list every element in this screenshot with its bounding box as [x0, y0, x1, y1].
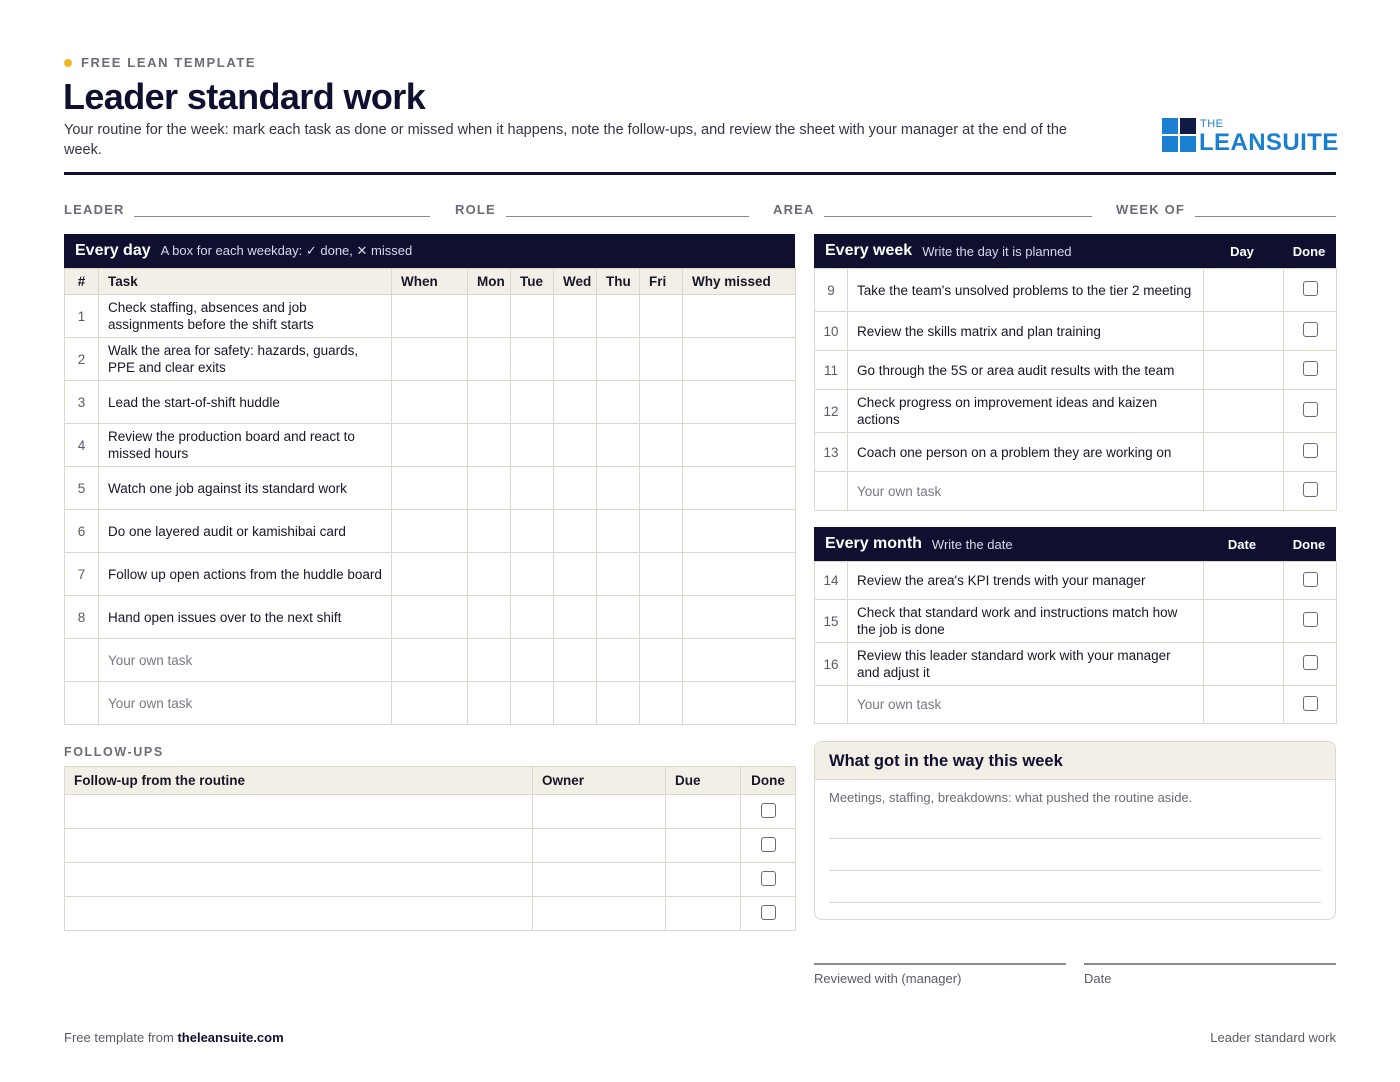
- leansuite-logo: [1162, 118, 1338, 156]
- wed-cell[interactable]: [554, 553, 597, 596]
- monthly-table: [814, 561, 1337, 724]
- tue-cell[interactable]: [511, 338, 554, 381]
- task-number: 16: [815, 643, 848, 686]
- followup-row: [65, 897, 796, 931]
- done-cell: [1284, 472, 1337, 511]
- task-text: Review this leader standard work with your manager and adjust it: [848, 643, 1204, 686]
- date-cell[interactable]: [1204, 643, 1284, 686]
- area-field[interactable]: [824, 216, 1092, 217]
- wed-cell[interactable]: [554, 467, 597, 510]
- day-cell[interactable]: [1204, 269, 1284, 312]
- done-checkbox[interactable]: [761, 871, 776, 886]
- thu-cell[interactable]: [597, 510, 640, 553]
- task-number: [65, 682, 99, 725]
- thu-cell[interactable]: [597, 596, 640, 639]
- fri-cell[interactable]: [640, 510, 683, 553]
- tue-cell[interactable]: [511, 682, 554, 725]
- followup-row: [65, 863, 796, 897]
- tue-cell[interactable]: [511, 596, 554, 639]
- thu-cell[interactable]: [597, 553, 640, 596]
- when-cell[interactable]: [392, 639, 468, 682]
- thu-cell[interactable]: [597, 639, 640, 682]
- done-cell: [1284, 312, 1337, 351]
- done-checkbox[interactable]: [1303, 655, 1318, 670]
- followups-section: [64, 766, 795, 931]
- col-num: #: [65, 269, 99, 295]
- task-number: 8: [65, 596, 99, 639]
- done-checkbox[interactable]: [1303, 572, 1318, 587]
- thu-cell[interactable]: [597, 381, 640, 424]
- task-text: Review the production board and react to missed hours: [99, 424, 392, 467]
- weekly-subheading: Write the day it is planned: [922, 243, 1072, 259]
- monthly-heading: Every month: [825, 535, 922, 552]
- writing-line[interactable]: [829, 902, 1321, 903]
- wed-cell[interactable]: [554, 424, 597, 467]
- done-cell: [1284, 643, 1337, 686]
- owner-cell[interactable]: [533, 897, 666, 931]
- done-cell: [741, 795, 796, 829]
- tue-cell[interactable]: [511, 639, 554, 682]
- mon-cell[interactable]: [468, 682, 511, 725]
- task-text: Do one layered audit or kamishibai card: [99, 510, 392, 553]
- daily-header-bar: [64, 234, 795, 268]
- done-cell: [1284, 600, 1337, 643]
- mon-cell[interactable]: [468, 338, 511, 381]
- weekly-row: [815, 351, 1337, 390]
- col-tue: Tue: [511, 269, 554, 295]
- daily-row: [65, 596, 796, 639]
- tue-cell[interactable]: [511, 424, 554, 467]
- obstacles-box: [814, 741, 1336, 920]
- eyebrow: [64, 55, 256, 70]
- followup-cell[interactable]: [65, 863, 533, 897]
- col-thu: Thu: [597, 269, 640, 295]
- task-number: 12: [815, 390, 848, 433]
- role-field[interactable]: [506, 216, 749, 217]
- task-text: Coach one person on a problem they are working on: [848, 433, 1204, 472]
- wed-cell[interactable]: [554, 381, 597, 424]
- daily-row: [65, 295, 796, 338]
- task-text: Your own task: [848, 472, 1204, 511]
- daily-table: [64, 268, 796, 725]
- done-checkbox[interactable]: [1303, 482, 1318, 497]
- tue-cell[interactable]: [511, 510, 554, 553]
- why-missed-cell[interactable]: [683, 381, 796, 424]
- mon-cell[interactable]: [468, 381, 511, 424]
- tue-cell[interactable]: [511, 467, 554, 510]
- week-of-field[interactable]: [1195, 216, 1336, 217]
- task-text: Your own task: [99, 682, 392, 725]
- logo-square-icon: [1180, 136, 1196, 152]
- why-missed-cell[interactable]: [683, 682, 796, 725]
- day-cell[interactable]: [1204, 390, 1284, 433]
- header-rule: [64, 172, 1336, 175]
- signoff-date-label: Date: [1084, 971, 1112, 986]
- why-missed-cell[interactable]: [683, 639, 796, 682]
- task-text: Review the area's KPI trends with your manager: [848, 562, 1204, 600]
- when-cell[interactable]: [392, 553, 468, 596]
- why-missed-cell[interactable]: [683, 424, 796, 467]
- done-checkbox[interactable]: [761, 905, 776, 920]
- followup-cell[interactable]: [65, 829, 533, 863]
- when-cell[interactable]: [392, 510, 468, 553]
- logo-the: THE: [1200, 118, 1224, 130]
- date-cell[interactable]: [1204, 600, 1284, 643]
- done-checkbox[interactable]: [1303, 322, 1318, 337]
- col-owner: Owner: [533, 767, 666, 795]
- weekly-section: [814, 234, 1336, 511]
- fri-cell[interactable]: [640, 467, 683, 510]
- done-cell: [1284, 269, 1337, 312]
- task-text: Check progress on improvement ideas and kaizen actions: [848, 390, 1204, 433]
- col-task: Task: [99, 269, 392, 295]
- writing-line[interactable]: [829, 870, 1321, 871]
- why-missed-cell[interactable]: [683, 553, 796, 596]
- daily-subheading: A box for each weekday: ✓ done, ✕ missed: [160, 243, 413, 258]
- monthly-section: [814, 527, 1336, 724]
- done-cell: [1284, 390, 1337, 433]
- col-due: Due: [666, 767, 741, 795]
- weekly-table: [814, 268, 1337, 511]
- intro-text: Your routine for the week: mark each task as done or missed when it happens, note the follow-ups, and review the sheet with your manager at the end of the week.: [64, 122, 1067, 158]
- wed-cell[interactable]: [554, 295, 597, 338]
- task-text: Follow up open actions from the huddle board: [99, 553, 392, 596]
- area-label: AREA: [773, 202, 815, 217]
- monthly-subheading: Write the date: [931, 536, 1013, 552]
- day-cell[interactable]: [1204, 351, 1284, 390]
- col-why-missed: Why missed: [683, 269, 796, 295]
- mon-cell[interactable]: [468, 510, 511, 553]
- due-cell[interactable]: [666, 863, 741, 897]
- thu-cell[interactable]: [597, 467, 640, 510]
- task-number: 2: [65, 338, 99, 381]
- obstacles-hint: Meetings, staffing, breakdowns: what pushed the routine aside.: [829, 790, 1193, 805]
- task-number: 6: [65, 510, 99, 553]
- mon-cell[interactable]: [468, 467, 511, 510]
- weekly-row: [815, 433, 1337, 472]
- wed-cell[interactable]: [554, 510, 597, 553]
- leader-label: LEADER: [64, 202, 125, 217]
- done-checkbox[interactable]: [1303, 443, 1318, 458]
- task-number: [815, 686, 848, 724]
- daily-row: [65, 338, 796, 381]
- page-title: Leader standard work: [63, 76, 426, 117]
- task-number: 13: [815, 433, 848, 472]
- why-missed-cell[interactable]: [683, 510, 796, 553]
- task-number: 9: [815, 269, 848, 312]
- daily-row: [65, 510, 796, 553]
- monthly-col-date: Date: [1227, 536, 1257, 552]
- footer-doc-name: Leader standard work: [1210, 1030, 1336, 1045]
- tue-cell[interactable]: [511, 553, 554, 596]
- weekly-row: [815, 312, 1337, 351]
- tue-cell[interactable]: [511, 295, 554, 338]
- weekly-header-bar: [814, 234, 1336, 268]
- done-cell: [741, 897, 796, 931]
- why-missed-cell[interactable]: [683, 338, 796, 381]
- tue-cell[interactable]: [511, 381, 554, 424]
- thu-cell[interactable]: [597, 424, 640, 467]
- daily-heading: Every day: [75, 242, 151, 259]
- due-cell[interactable]: [666, 829, 741, 863]
- col-fri: Fri: [640, 269, 683, 295]
- weekly-col-done: Done: [1292, 243, 1326, 259]
- done-checkbox[interactable]: [1303, 612, 1318, 627]
- owner-cell[interactable]: [533, 829, 666, 863]
- daily-header-row: [65, 269, 796, 295]
- daily-section: [64, 234, 795, 725]
- mon-cell[interactable]: [468, 596, 511, 639]
- accent-dot-icon: [64, 59, 72, 67]
- task-text: Watch one job against its standard work: [99, 467, 392, 510]
- col-mon: Mon: [468, 269, 511, 295]
- when-cell[interactable]: [392, 467, 468, 510]
- task-text: Review the skills matrix and plan training: [848, 312, 1204, 351]
- header-fields: [64, 200, 1336, 220]
- done-checkbox[interactable]: [761, 803, 776, 818]
- owner-cell[interactable]: [533, 795, 666, 829]
- followups-table: [64, 766, 796, 931]
- fri-cell[interactable]: [640, 338, 683, 381]
- monthly-row: [815, 643, 1337, 686]
- daily-row: [65, 639, 796, 682]
- followup-row: [65, 795, 796, 829]
- task-number: 4: [65, 424, 99, 467]
- fri-cell[interactable]: [640, 639, 683, 682]
- daily-row: [65, 381, 796, 424]
- followup-row: [65, 829, 796, 863]
- wed-cell[interactable]: [554, 639, 597, 682]
- thu-cell[interactable]: [597, 682, 640, 725]
- done-checkbox[interactable]: [1303, 361, 1318, 376]
- task-number: 1: [65, 295, 99, 338]
- done-cell: [1284, 433, 1337, 472]
- monthly-row: [815, 686, 1337, 724]
- eyebrow-label: FREE LEAN TEMPLATE: [81, 55, 257, 70]
- task-number: 15: [815, 600, 848, 643]
- logo-square-icon: [1180, 118, 1196, 134]
- fri-cell[interactable]: [640, 682, 683, 725]
- task-number: 5: [65, 467, 99, 510]
- done-cell: [741, 829, 796, 863]
- thu-cell[interactable]: [597, 295, 640, 338]
- weekly-col-day: Day: [1230, 243, 1254, 259]
- col-followup: Follow-up from the routine: [65, 767, 533, 795]
- when-cell[interactable]: [392, 682, 468, 725]
- task-number: [65, 639, 99, 682]
- when-cell[interactable]: [392, 338, 468, 381]
- task-text: Check that standard work and instructions match how the job is done: [848, 600, 1204, 643]
- due-cell[interactable]: [666, 897, 741, 931]
- when-cell[interactable]: [392, 381, 468, 424]
- signoff-date-field[interactable]: [1084, 963, 1336, 965]
- monthly-header-bar: [814, 527, 1336, 561]
- fri-cell[interactable]: [640, 381, 683, 424]
- why-missed-cell[interactable]: [683, 596, 796, 639]
- writing-line[interactable]: [829, 838, 1321, 839]
- wed-cell[interactable]: [554, 596, 597, 639]
- followup-cell[interactable]: [65, 897, 533, 931]
- task-number: 3: [65, 381, 99, 424]
- weekly-row: [815, 472, 1337, 511]
- date-cell[interactable]: [1204, 562, 1284, 600]
- col-when: When: [392, 269, 468, 295]
- day-cell[interactable]: [1204, 472, 1284, 511]
- wed-cell[interactable]: [554, 682, 597, 725]
- task-number: 10: [815, 312, 848, 351]
- fri-cell[interactable]: [640, 553, 683, 596]
- task-number: [815, 472, 848, 511]
- due-cell[interactable]: [666, 795, 741, 829]
- done-checkbox[interactable]: [1303, 402, 1318, 417]
- logo-square-icon: [1162, 118, 1178, 134]
- footer-source: [64, 1030, 284, 1045]
- fri-cell[interactable]: [640, 295, 683, 338]
- followup-cell[interactable]: [65, 795, 533, 829]
- task-text: Walk the area for safety: hazards, guards, PPE and clear exits: [99, 338, 392, 381]
- followups-label: FOLLOW-UPS: [64, 745, 164, 759]
- mon-cell[interactable]: [468, 639, 511, 682]
- when-cell[interactable]: [392, 596, 468, 639]
- done-cell: [741, 863, 796, 897]
- monthly-row: [815, 600, 1337, 643]
- weekly-heading: Every week: [825, 242, 913, 259]
- date-cell[interactable]: [1204, 686, 1284, 724]
- footer-prefix: Free template from: [64, 1030, 174, 1045]
- done-checkbox[interactable]: [1303, 696, 1318, 711]
- mon-cell[interactable]: [468, 295, 511, 338]
- weekly-row: [815, 269, 1337, 312]
- done-checkbox[interactable]: [761, 837, 776, 852]
- mon-cell[interactable]: [468, 424, 511, 467]
- task-text: Hand open issues over to the next shift: [99, 596, 392, 639]
- task-number: 14: [815, 562, 848, 600]
- done-cell: [1284, 351, 1337, 390]
- reviewed-signature-field[interactable]: [814, 963, 1066, 965]
- why-missed-cell[interactable]: [683, 295, 796, 338]
- daily-row: [65, 467, 796, 510]
- thu-cell[interactable]: [597, 338, 640, 381]
- leader-field[interactable]: [134, 216, 430, 217]
- obstacles-heading: What got in the way this week: [815, 742, 1335, 780]
- monthly-row: [815, 562, 1337, 600]
- role-label: ROLE: [455, 202, 496, 217]
- task-text: Check staffing, absences and job assignments before the shift starts: [99, 295, 392, 338]
- done-cell: [1284, 686, 1337, 724]
- daily-row: [65, 424, 796, 467]
- col-fu-done: Done: [741, 767, 796, 795]
- fri-cell[interactable]: [640, 424, 683, 467]
- mon-cell[interactable]: [468, 553, 511, 596]
- daily-row: [65, 553, 796, 596]
- logo-name: LEANSUITE: [1199, 129, 1339, 156]
- task-text: Take the team's unsolved problems to the tier 2 meeting: [848, 269, 1204, 312]
- followups-header-row: [65, 767, 796, 795]
- weekly-row: [815, 390, 1337, 433]
- task-text: Go through the 5S or area audit results with the team: [848, 351, 1204, 390]
- task-number: 7: [65, 553, 99, 596]
- fri-cell[interactable]: [640, 596, 683, 639]
- monthly-col-done: Done: [1292, 536, 1326, 552]
- col-wed: Wed: [554, 269, 597, 295]
- reviewed-label: Reviewed with (manager): [814, 971, 962, 986]
- footer-site-link[interactable]: theleansuite.com: [177, 1030, 284, 1045]
- task-text: Your own task: [848, 686, 1204, 724]
- logo-square-icon: [1162, 136, 1178, 152]
- task-text: Your own task: [99, 639, 392, 682]
- done-checkbox[interactable]: [1303, 281, 1318, 296]
- task-number: 11: [815, 351, 848, 390]
- owner-cell[interactable]: [533, 863, 666, 897]
- when-cell[interactable]: [392, 295, 468, 338]
- done-cell: [1284, 562, 1337, 600]
- day-cell[interactable]: [1204, 312, 1284, 351]
- why-missed-cell[interactable]: [683, 467, 796, 510]
- week-of-label: WEEK OF: [1116, 202, 1186, 217]
- when-cell[interactable]: [392, 424, 468, 467]
- daily-row: [65, 682, 796, 725]
- day-cell[interactable]: [1204, 433, 1284, 472]
- task-text: Lead the start-of-shift huddle: [99, 381, 392, 424]
- wed-cell[interactable]: [554, 338, 597, 381]
